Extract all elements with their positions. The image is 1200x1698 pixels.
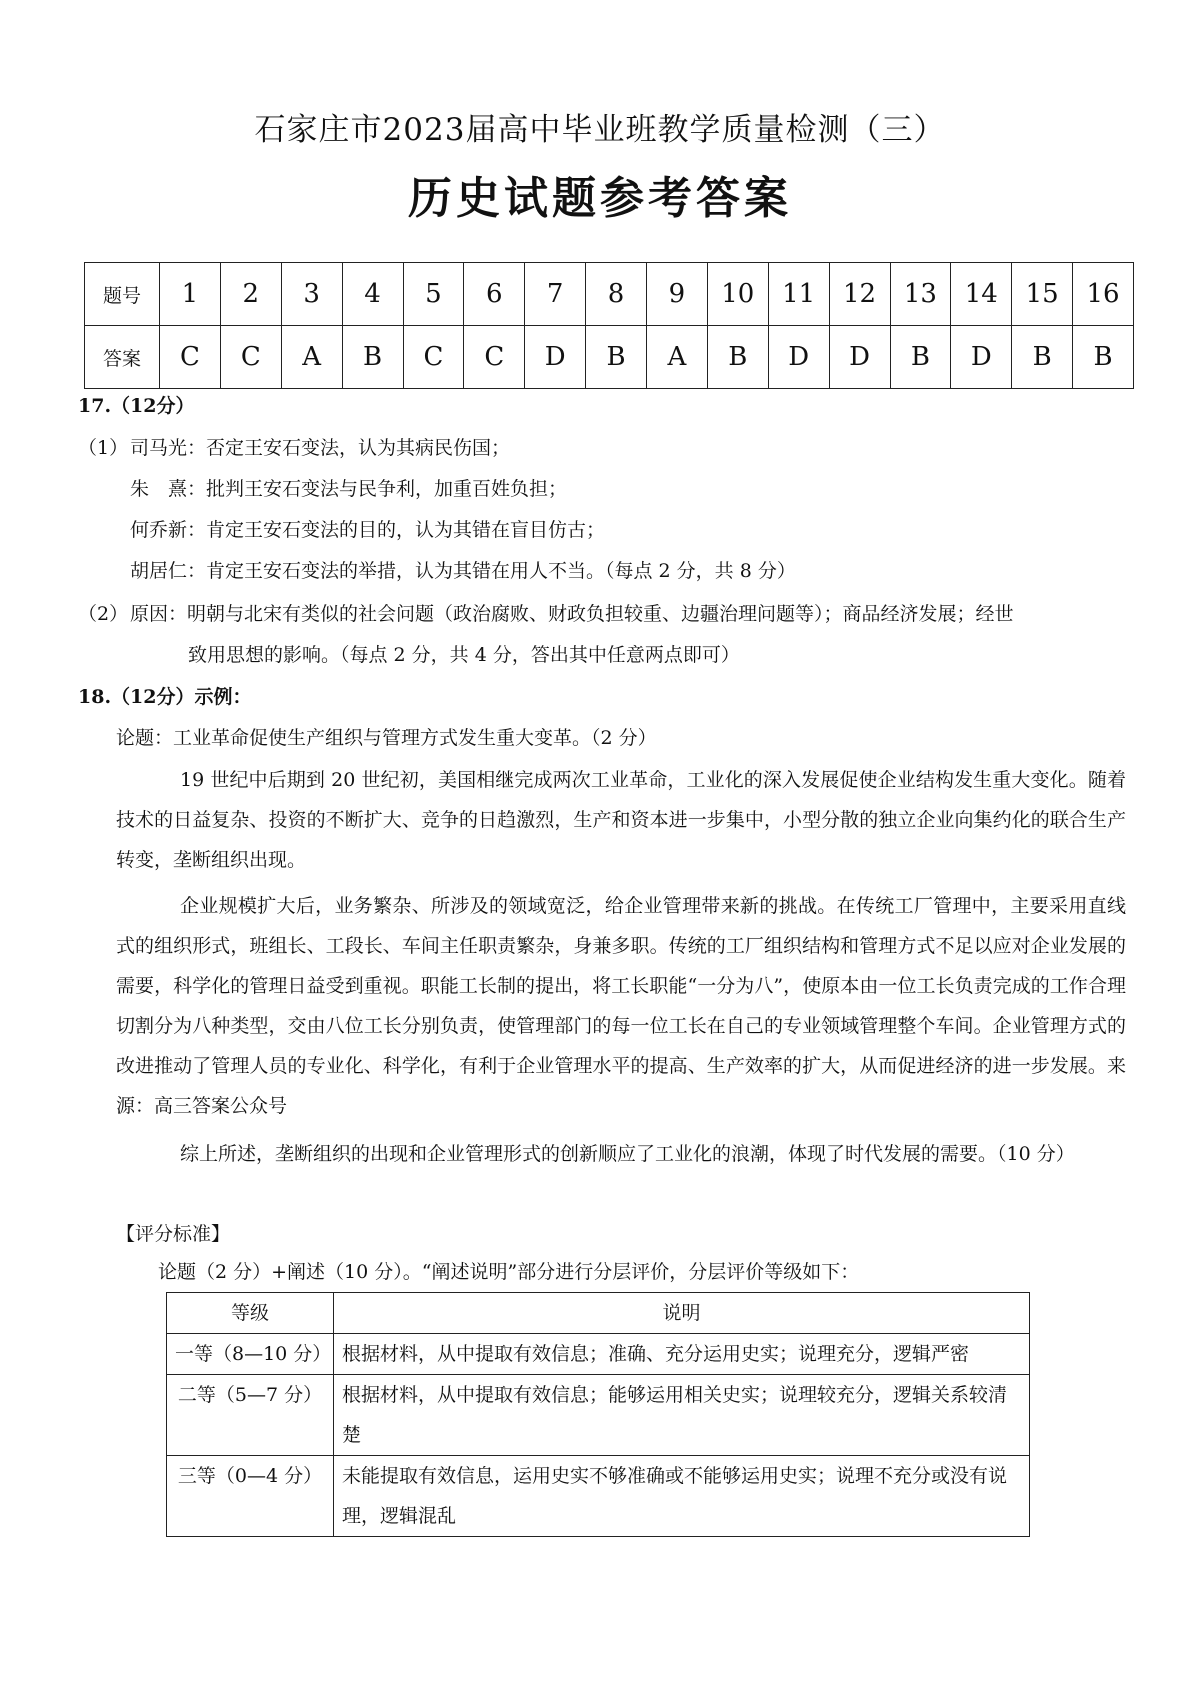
q17-heading: 17.（12分）	[78, 395, 195, 417]
answer-label: 答案	[85, 326, 160, 389]
rubric-level: 二等（5—7 分）	[167, 1375, 334, 1456]
q18-paragraph: 综上所述，垄断组织的出现和企业管理形式的创新顺应了工业化的浪潮，体现了时代发展的需要。（10 分）	[180, 1143, 1075, 1165]
answer-cell: D	[525, 326, 586, 389]
rubric-desc: 根据材料，从中提取有效信息；准确、充分运用史实；说理充分，逻辑严密	[334, 1334, 1030, 1375]
rubric-level: 一等（8—10 分）	[167, 1334, 334, 1375]
rubric-header-row	[167, 1293, 1030, 1334]
rubric-table	[166, 1292, 1030, 1537]
question-number: 15	[1012, 263, 1073, 326]
rubric-header-level: 等级	[167, 1293, 334, 1334]
q18-thesis: 论题：工业革命促使生产组织与管理方式发生重大变革。（2 分）	[116, 727, 657, 749]
q17-part1-line: 胡居仁：肯定王安石变法的举措，认为其错在用人不当。（每点 2 分，共 8 分）	[130, 560, 796, 582]
answer-cell: D	[829, 326, 890, 389]
q17-part1-line: 朱 熹：批判王安石变法与民争利，加重百姓负担；	[130, 478, 568, 500]
answer-row	[85, 326, 1134, 389]
answer-cell: C	[403, 326, 464, 389]
q17-part1-line: 何乔新：肯定王安石变法的目的，认为其错在盲目仿古；	[130, 519, 606, 541]
answer-table	[84, 262, 1134, 389]
answer-cell: B	[1012, 326, 1073, 389]
question-number-label: 题号	[85, 263, 160, 326]
answer-cell: A	[281, 326, 342, 389]
page-title: 历史试题参考答案	[408, 173, 792, 224]
question-number: 8	[586, 263, 647, 326]
q17-part1-number: （1）	[78, 437, 129, 459]
question-number: 2	[220, 263, 281, 326]
rubric-row	[167, 1456, 1030, 1537]
answer-cell: C	[160, 326, 221, 389]
rubric-intro: 论题（2 分）+阐述（10 分）。“阐述说明”部分进行分层评价，分层评价等级如下：	[158, 1261, 860, 1283]
question-number: 9	[647, 263, 708, 326]
exam-title: 石家庄市2023届高中毕业班教学质量检测（三）	[254, 112, 946, 148]
q17-part2-number: （2）	[78, 603, 129, 625]
q17-part1-line: 司马光：否定王安石变法，认为其病民伤国；	[130, 437, 511, 459]
answer-cell: D	[951, 326, 1012, 389]
answer-cell: B	[707, 326, 768, 389]
answer-cell: C	[220, 326, 281, 389]
question-number: 3	[281, 263, 342, 326]
question-number: 11	[768, 263, 829, 326]
q18-heading: 18.（12分）示例：	[78, 686, 252, 708]
answer-cell: B	[890, 326, 951, 389]
answer-cell: A	[647, 326, 708, 389]
answer-cell: C	[464, 326, 525, 389]
rubric-heading: 【评分标准】	[116, 1223, 231, 1245]
rubric-desc: 未能提取有效信息，运用史实不够准确或不能够运用史实；说理不充分或没有说理，逻辑混乱	[334, 1456, 1030, 1537]
question-number-row	[85, 263, 1134, 326]
question-number: 5	[403, 263, 464, 326]
question-number: 6	[464, 263, 525, 326]
answer-cell: B	[1073, 326, 1134, 389]
q17-part2-line: 原因：明朝与北宋有类似的社会问题（政治腐败、财政负担较重、边疆治理问题等）；商品经济发展；经世	[130, 603, 1014, 625]
answer-cell: B	[342, 326, 403, 389]
question-number: 10	[707, 263, 768, 326]
question-number: 4	[342, 263, 403, 326]
question-number: 16	[1073, 263, 1134, 326]
q17-part2-line: 致用思想的影响。（每点 2 分，共 4 分，答出其中任意两点即可）	[188, 644, 740, 666]
rubric-level: 三等（0—4 分）	[167, 1456, 334, 1537]
q18-paragraph: 19 世纪中后期到 20 世纪初，美国相继完成两次工业革命，工业化的深入发展促使企业结构发生重大变化。随着技术的日益复杂、投资的不断扩大、竞争的日趋激烈，生产和资本进一步集中，小型分散的独立企业向集约化的联合生产转变，垄断组织出现。	[116, 769, 1126, 871]
question-number: 12	[829, 263, 890, 326]
rubric-row	[167, 1334, 1030, 1375]
rubric-row	[167, 1375, 1030, 1456]
rubric-header-desc: 说明	[334, 1293, 1030, 1334]
q18-paragraph: 企业规模扩大后，业务繁杂、所涉及的领域宽泛，给企业管理带来新的挑战。在传统工厂管理中，主要采用直线式的组织形式，班组长、工段长、车间主任职责繁杂，身兼多职。传统的工厂组织结构和管理方式不足以应对企业发展的需要，科学化的管理日益受到重视。职能工长制的提出，将工长职能“一分为八”，使原本由一位工长负责完成的工作合理切割分为八种类型，交由八位工长分别负责，使管理部门的每一位工长在自己的专业领域管理整个车间。企业管理方式的改进推动了管理人员的专业化、科学化，有利于企业管理水平的提高、生产效率的扩大，从而促进经济的进一步发展。来源：高三答案公众号	[116, 895, 1126, 1117]
question-number: 13	[890, 263, 951, 326]
question-number: 1	[160, 263, 221, 326]
rubric-desc: 根据材料，从中提取有效信息；能够运用相关史实；说理较充分，逻辑关系较清楚	[334, 1375, 1030, 1456]
question-number: 14	[951, 263, 1012, 326]
question-number: 7	[525, 263, 586, 326]
answer-cell: B	[586, 326, 647, 389]
answer-cell: D	[768, 326, 829, 389]
